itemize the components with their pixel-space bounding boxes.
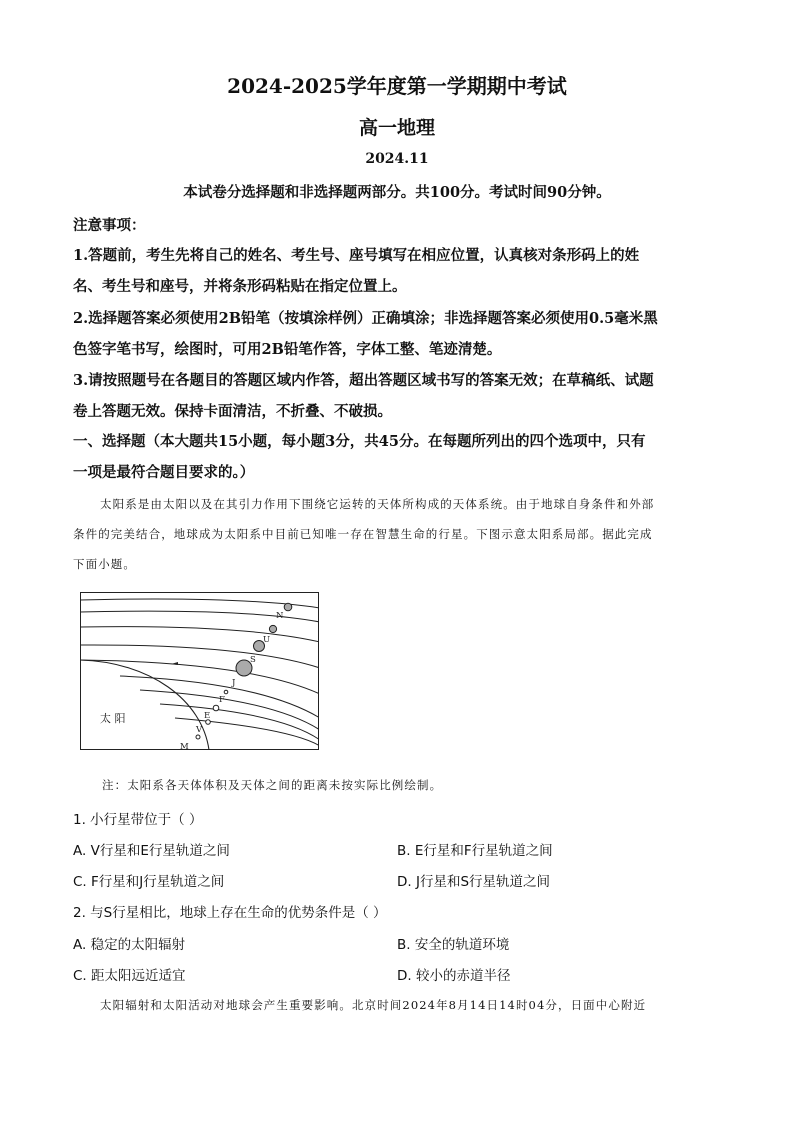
answer-option: D. 较小的赤道半径 <box>397 968 511 984</box>
passage-line: 下面小题。 <box>73 557 136 571</box>
question-stem: 2. 与S行星相比，地球上存在生命的优势条件是（ ） <box>73 905 387 921</box>
planet-e <box>213 705 219 711</box>
planet-label: U <box>263 635 271 645</box>
section-heading: 一项是最符合题目要求的。） <box>73 464 255 481</box>
planet-f <box>224 690 228 694</box>
answer-option: A. 稳定的太阳辐射 <box>73 937 186 953</box>
planet-label: M <box>180 742 189 752</box>
exam-title: 2024-2025学年度第一学期期中考试 <box>227 74 567 98</box>
notice-line: 3.请按照题号在各题目的答题区域内作答，超出答题区域书写的答案无效；在草稿纸、试题 <box>73 372 654 389</box>
planet-label: S <box>250 655 256 665</box>
notice-line: 1.答题前，考生先将自己的姓名、考生号、座号填写在相应位置，认真核对条形码上的姓 <box>73 247 640 264</box>
answer-option: B. 安全的轨道环境 <box>397 937 510 953</box>
notice-heading: 注意事项： <box>73 217 146 234</box>
notice-line: 名、考生号和座号，并将条形码粘贴在指定位置上。 <box>73 278 407 295</box>
planet-n <box>284 603 292 611</box>
notice-line: 卷上答题无效。保持卡面清洁，不折叠、不破损。 <box>73 403 392 420</box>
planet-label: J <box>232 678 236 688</box>
planet-label: E <box>204 711 211 721</box>
solar-system-figure <box>80 590 324 752</box>
answer-option: B. E行星和F行星轨道之间 <box>397 843 553 859</box>
planet-label: V <box>196 725 203 735</box>
notice-line: 色签字笔书写，绘图时，可用2B铅笔作答，字体工整、笔迹清楚。 <box>73 341 502 358</box>
figure-note: 注：太阳系各天体体积及天体之间的距离未按实际比例绘制。 <box>102 778 443 792</box>
sun-label: 太 阳 <box>100 712 126 725</box>
section-heading: 一、选择题（本大题共15小题，每小题3分，共45分。在每题所列出的四个选项中，只有 <box>73 433 646 450</box>
question-stem: 1. 小行星带位于（ ） <box>73 812 203 828</box>
notice-line: 2.选择题答案必须使用2B铅笔（按填涂样例）正确填涂；非选择题答案必须使用0.5毫米黑 <box>73 310 658 327</box>
exam-intro: 本试卷分选择题和非选择题两部分。共100分。考试时间90分钟。 <box>183 184 611 201</box>
answer-option: A. V行星和E行星轨道之间 <box>73 843 230 859</box>
planet-label: N <box>276 611 284 621</box>
planet-u <box>269 625 276 632</box>
passage-line: 太阳辐射和太阳活动对地球会产生重要影响。北京时间2024年8月14日14时04分，日面中心附近 <box>100 998 647 1012</box>
exam-date: 2024.11 <box>365 151 429 167</box>
planet-m <box>196 735 200 739</box>
answer-option: D. J行星和S行星轨道之间 <box>397 874 551 890</box>
exam-subject: 高一地理 <box>358 117 435 139</box>
passage-line: 条件的完美结合，地球成为太阳系中目前已知唯一存在智慧生命的行星。下图示意太阳系局部。据此完成 <box>73 527 653 541</box>
planet-label: F <box>219 695 225 705</box>
answer-option: C. 距太阳远近适宜 <box>73 968 186 984</box>
passage-line: 太阳系是由太阳以及在其引力作用下围绕它运转的天体所构成的天体系统。由于地球自身条件和外部 <box>100 497 655 511</box>
answer-option: C. F行星和J行星轨道之间 <box>73 874 225 890</box>
